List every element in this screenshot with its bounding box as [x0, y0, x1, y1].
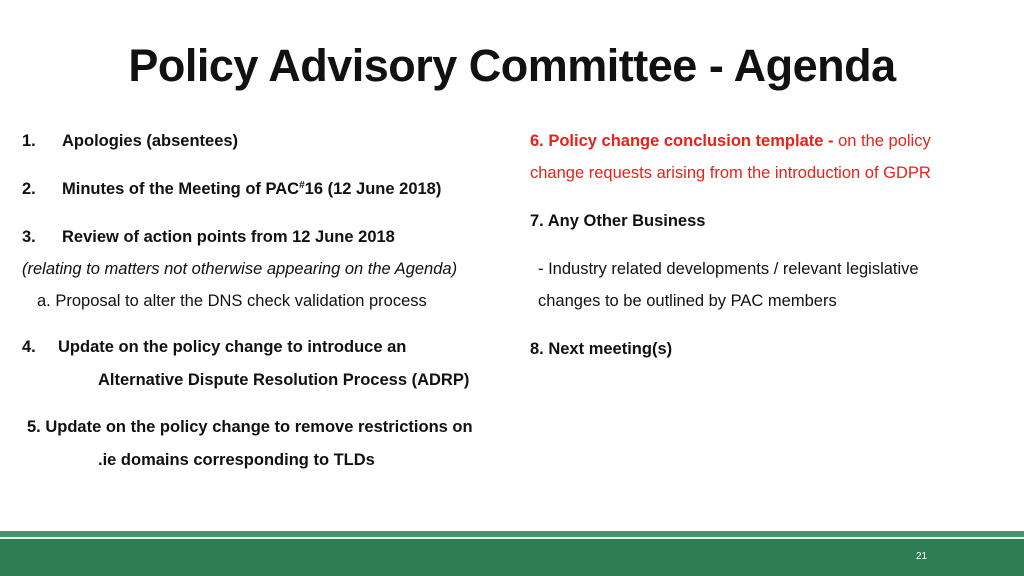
agenda-item-4 [22, 338, 406, 357]
item-text: Minutes of the Meeting of PAC [62, 180, 300, 198]
item-text: Update on the policy change to introduce an [58, 338, 407, 356]
item-text: Apologies (absentees) [62, 132, 239, 150]
agenda-item-3a: a. Proposal to alter the DNS check validation process [37, 292, 427, 310]
item-number: 2. [22, 180, 36, 198]
item-text: on the policy [833, 132, 931, 150]
superscript: # [299, 180, 305, 191]
footer-divider [0, 537, 1024, 539]
item-number: 1. [22, 132, 36, 150]
item-number: 4. [22, 338, 36, 356]
agenda-item-5: 5. Update on the policy change to remove restrictions on [27, 418, 473, 436]
item-text: Review of action points from 12 June 2018 [62, 228, 395, 246]
agenda-item-2 [22, 180, 441, 199]
slide-title: Policy Advisory Committee - Agenda [128, 40, 896, 91]
agenda-item-7: 7. Any Other Business [530, 212, 706, 230]
item-number: 3. [22, 228, 36, 246]
agenda-item-4-line2: Alternative Dispute Resolution Process (ADRP) [98, 371, 470, 389]
agenda-item-7-detail: - Industry related developments / relevant legislative [538, 260, 919, 278]
item-heading: 6. Policy change conclusion template - [530, 132, 834, 150]
agenda-item-3 [22, 228, 395, 247]
agenda-item-8: 8. Next meeting(s) [530, 340, 673, 358]
agenda-item-7-detail-line2: changes to be outlined by PAC members [538, 292, 837, 310]
agenda-item-1 [22, 132, 238, 151]
agenda-item-3-note: (relating to matters not otherwise appearing on the Agenda) [22, 260, 458, 278]
agenda-item-6 [530, 132, 931, 151]
agenda-item-6-line2: change requests arising from the introduction of GDPR [530, 164, 931, 182]
agenda-item-5-line2: .ie domains corresponding to TLDs [98, 451, 375, 469]
page-number: 21 [916, 551, 928, 562]
item-text-cont: 16 (12 June 2018) [304, 180, 442, 198]
